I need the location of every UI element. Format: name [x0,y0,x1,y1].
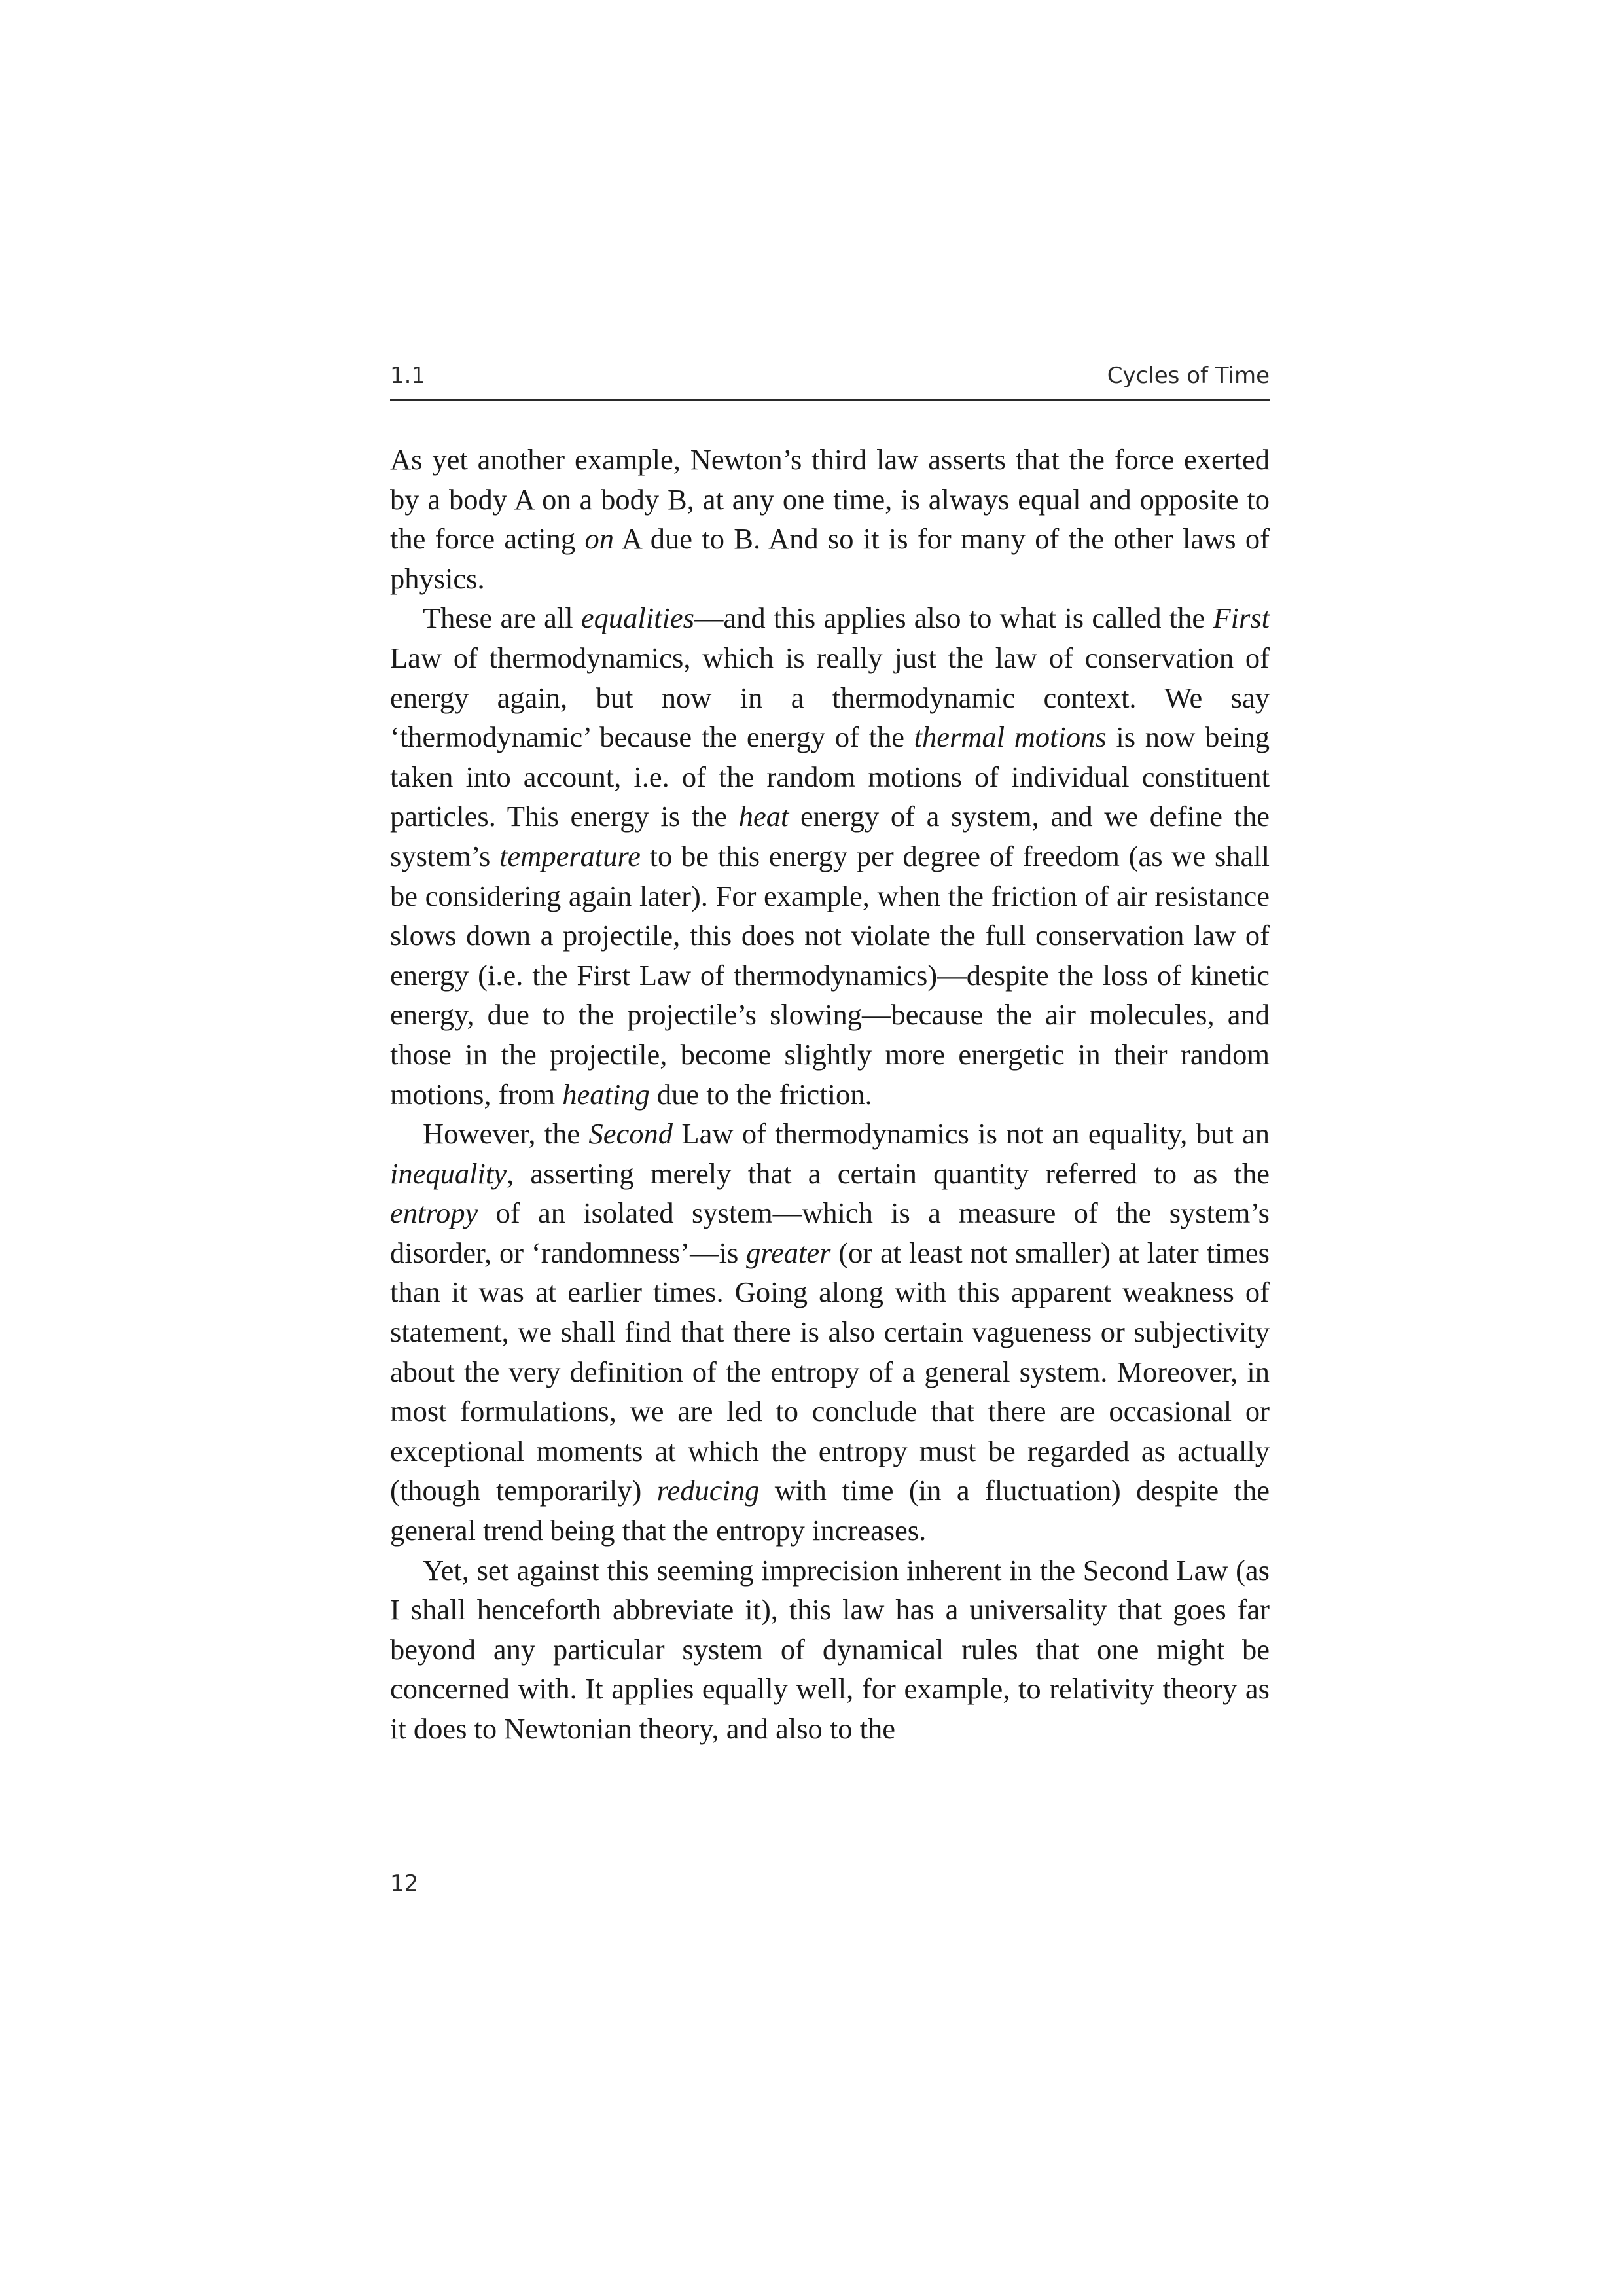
italic-span: temperature [499,839,641,872]
italic-span: thermal motions [914,721,1107,754]
text-span: of an isolated system—which is a measure of the system’s disorder, or ‘randomness’—is [390,1196,1270,1269]
italic-span: Second [588,1117,673,1151]
text-span: As yet another example, Newton’s third law asserts that the force exerted by a body A on a body B, at any one time, is always equal and opposite to the force acting [390,443,1270,556]
italic-span: inequality [390,1157,507,1190]
text-span: A due to B. And so it is for many of the other laws of physics. [390,522,1270,595]
running-header [390,359,1270,401]
italic-span: greater [746,1236,831,1269]
italic-span: equalities [580,601,694,635]
text-span: (or at least not smaller) at later times than it was at earlier times. Going along with this apparent weakness of statement, we shall find that there is also certain vagueness or subjectivity about the very definition of the entropy of a general system. Moreover, in most formulations, we are led to conclude that there are occasional or exceptional moments at which the entropy must be regarded as actually (though temporarily) [390,1236,1270,1507]
text-span: is now being taken into account, i.e. of the random motions of individual constituent particles. This energy is the [390,721,1270,833]
section-number: 1.1 [390,363,426,389]
italic-span: heating [562,1077,650,1111]
running-title: Cycles of Time [1107,363,1270,389]
text-span: with time (in a fluctuation) despite the general trend being that the entropy increases. [390,1474,1270,1547]
text-span: energy of a system, and we define the system’s [390,800,1270,872]
paragraph-3 [390,1114,1270,1551]
text-span: Law of thermodynamics is not an equality, but an [673,1117,1270,1151]
text-span: Yet, set against this seeming imprecision inherent in the Second Law (as I shall henceforth abbreviate it), this law has a universality that goes far beyond any particular system of dynamical rules that one might be concerned with. It applies equally well, for example, to relativity theory as it does to Newtonian theory, and also to the [390,1553,1270,1745]
italic-span: entropy [390,1196,478,1230]
paragraph-4 [390,1551,1270,1749]
page-number: 12 [390,1871,419,1897]
italic-span: reducing [656,1474,760,1507]
body-text [390,440,1270,1749]
paragraph-1 [390,440,1270,598]
italic-span: on [584,522,614,556]
text-span: to be this energy per degree of freedom (as we shall be considering again later). For example, when the friction of air resistance slows down a projectile, this does not violate the full conservation law of energy (i.e. the First Law of thermodynamics)—despite the loss of kinetic energy, due to the projectile’s slowing—because the air molecules, and those in the projectile, become slightly more energetic in their random motions, from [390,839,1270,1111]
text-span: However, the [423,1117,589,1151]
text-span: due to the friction. [649,1077,872,1111]
text-span: Law of thermodynamics, which is really just the law of conservation of energy again, but now in a thermodynamic context. We say ‘thermodynamic’ because the energy of the [390,641,1270,754]
text-span: —and this applies also to what is called the [694,601,1213,635]
italic-span: heat [738,800,789,833]
italic-span: First [1213,601,1270,635]
text-span: , asserting merely that a certain quantity referred to as the [506,1157,1270,1190]
paragraph-2 [390,598,1270,1114]
text-span: These are all [423,601,581,635]
